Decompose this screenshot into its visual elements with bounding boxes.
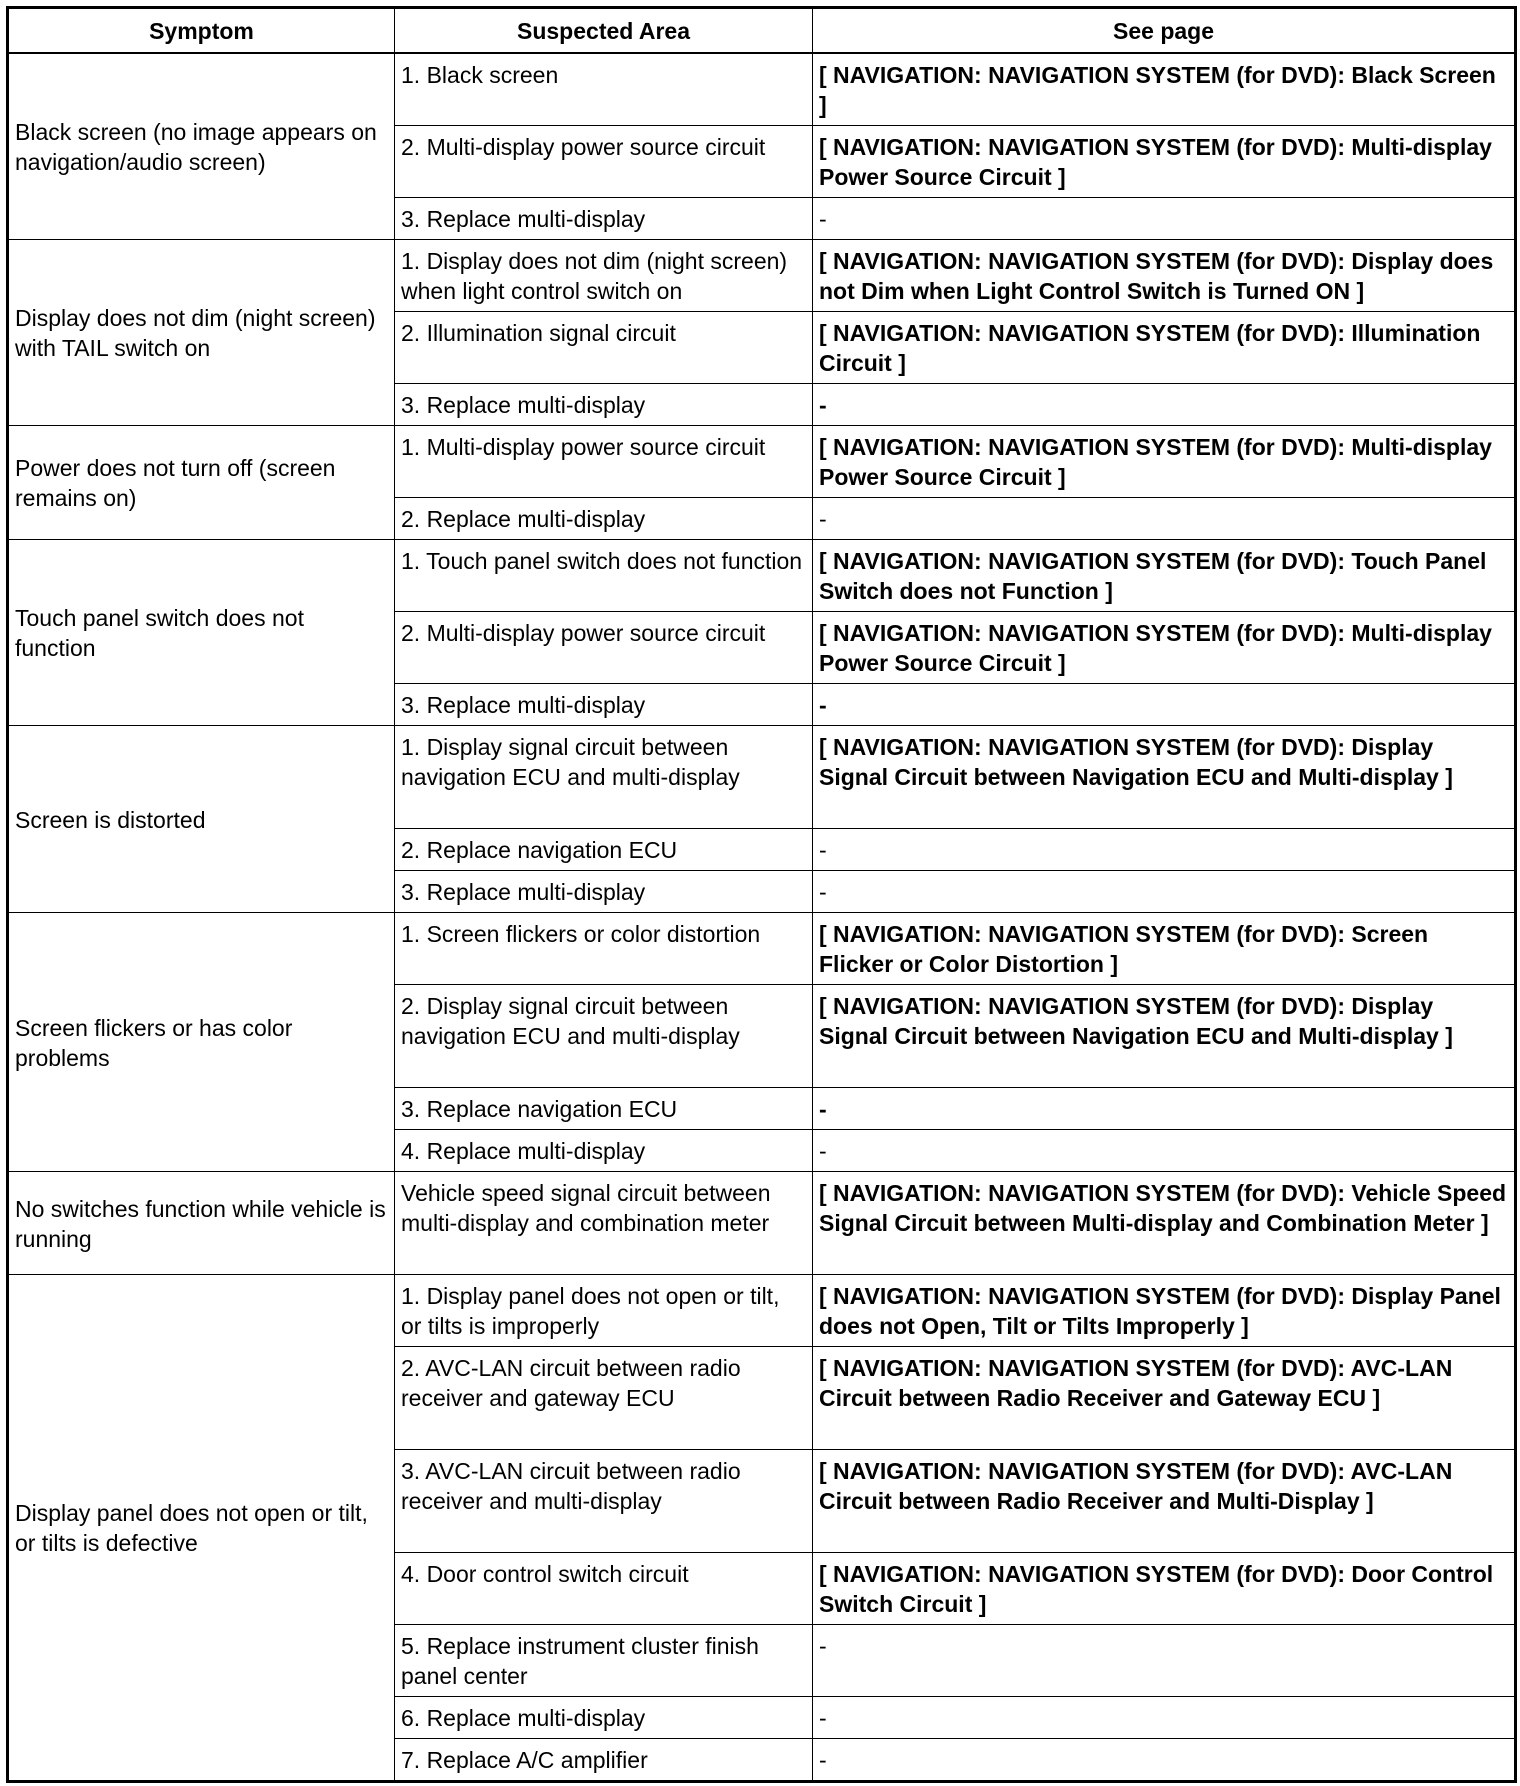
- symptom-cell: Touch panel switch does not function: [8, 540, 395, 726]
- suspected-area-cell: 3. Replace multi-display: [395, 684, 813, 726]
- suspected-area-cell: 2. Replace navigation ECU: [395, 829, 813, 871]
- table-body: [8, 53, 1516, 1782]
- see-page-cell: -: [813, 384, 1516, 426]
- see-page-cell: [ NAVIGATION: NAVIGATION SYSTEM (for DVD): Display does not Dim when Light Control Switch is Turned ON ]: [813, 240, 1516, 312]
- see-page-cell: [ NAVIGATION: NAVIGATION SYSTEM (for DVD): Vehicle Speed Signal Circuit between Multi-display and Combination Meter ]: [813, 1172, 1516, 1275]
- suspected-area-cell: 1. Black screen: [395, 53, 813, 126]
- see-page-cell: -: [813, 1088, 1516, 1130]
- suspected-area-cell: 7. Replace A/C amplifier: [395, 1739, 813, 1782]
- see-page-cell: -: [813, 498, 1516, 540]
- symptom-cell: Screen flickers or has color problems: [8, 913, 395, 1172]
- see-page-cell: [ NAVIGATION: NAVIGATION SYSTEM (for DVD): Multi-display Power Source Circuit ]: [813, 426, 1516, 498]
- suspected-area-cell: 1. Display signal circuit between navigation ECU and multi-display: [395, 726, 813, 829]
- symptom-cell: Screen is distorted: [8, 726, 395, 913]
- suspected-area-cell: 3. Replace navigation ECU: [395, 1088, 813, 1130]
- suspected-area-cell: 4. Door control switch circuit: [395, 1553, 813, 1625]
- see-page-cell: [ NAVIGATION: NAVIGATION SYSTEM (for DVD): Touch Panel Switch does not Function ]: [813, 540, 1516, 612]
- see-page-cell: -: [813, 829, 1516, 871]
- see-page-cell: -: [813, 1625, 1516, 1697]
- suspected-area-cell: 2. Multi-display power source circuit: [395, 612, 813, 684]
- suspected-area-cell: 3. Replace multi-display: [395, 198, 813, 240]
- see-page-cell: [ NAVIGATION: NAVIGATION SYSTEM (for DVD): AVC-LAN Circuit between Radio Receiver and Multi-Display ]: [813, 1450, 1516, 1553]
- header-suspected-area: Suspected Area: [395, 8, 813, 54]
- suspected-area-cell: 1. Display does not dim (night screen) when light control switch on: [395, 240, 813, 312]
- see-page-cell: -: [813, 684, 1516, 726]
- troubleshooting-table: [6, 6, 1517, 1783]
- see-page-cell: [ NAVIGATION: NAVIGATION SYSTEM (for DVD): Black Screen ]: [813, 53, 1516, 126]
- table-row: [8, 726, 1516, 829]
- suspected-area-cell: 2. Display signal circuit between navigation ECU and multi-display: [395, 985, 813, 1088]
- table-row: [8, 1275, 1516, 1347]
- suspected-area-cell: 1. Screen flickers or color distortion: [395, 913, 813, 985]
- header-symptom: Symptom: [8, 8, 395, 54]
- suspected-area-cell: 5. Replace instrument cluster finish panel center: [395, 1625, 813, 1697]
- table-row: [8, 53, 1516, 126]
- see-page-cell: [ NAVIGATION: NAVIGATION SYSTEM (for DVD): Illumination Circuit ]: [813, 312, 1516, 384]
- see-page-cell: [ NAVIGATION: NAVIGATION SYSTEM (for DVD): AVC-LAN Circuit between Radio Receiver and Gateway ECU ]: [813, 1347, 1516, 1450]
- header-see-page: See page: [813, 8, 1516, 54]
- suspected-area-cell: 3. Replace multi-display: [395, 871, 813, 913]
- see-page-cell: -: [813, 1697, 1516, 1739]
- suspected-area-cell: 1. Multi-display power source circuit: [395, 426, 813, 498]
- suspected-area-cell: 2. Replace multi-display: [395, 498, 813, 540]
- header-row: [8, 8, 1516, 54]
- see-page-cell: [ NAVIGATION: NAVIGATION SYSTEM (for DVD): Display Signal Circuit between Navigation ECU and Multi-display ]: [813, 726, 1516, 829]
- symptom-cell: Display panel does not open or tilt, or tilts is defective: [8, 1275, 395, 1782]
- table-row: [8, 426, 1516, 498]
- see-page-cell: [ NAVIGATION: NAVIGATION SYSTEM (for DVD): Multi-display Power Source Circuit ]: [813, 126, 1516, 198]
- suspected-area-cell: 1. Touch panel switch does not function: [395, 540, 813, 612]
- symptom-cell: Black screen (no image appears on navigation/audio screen): [8, 53, 395, 240]
- see-page-cell: [ NAVIGATION: NAVIGATION SYSTEM (for DVD): Multi-display Power Source Circuit ]: [813, 612, 1516, 684]
- see-page-cell: -: [813, 1130, 1516, 1172]
- symptom-cell: Display does not dim (night screen) with TAIL switch on: [8, 240, 395, 426]
- suspected-area-cell: 3. AVC-LAN circuit between radio receiver and multi-display: [395, 1450, 813, 1553]
- suspected-area-cell: 4. Replace multi-display: [395, 1130, 813, 1172]
- symptom-cell: No switches function while vehicle is running: [8, 1172, 395, 1275]
- see-page-cell: -: [813, 1739, 1516, 1782]
- suspected-area-cell: Vehicle speed signal circuit between multi-display and combination meter: [395, 1172, 813, 1275]
- table-row: [8, 913, 1516, 985]
- see-page-cell: [ NAVIGATION: NAVIGATION SYSTEM (for DVD): Door Control Switch Circuit ]: [813, 1553, 1516, 1625]
- suspected-area-cell: 6. Replace multi-display: [395, 1697, 813, 1739]
- suspected-area-cell: 3. Replace multi-display: [395, 384, 813, 426]
- table-row: [8, 240, 1516, 312]
- see-page-cell: -: [813, 871, 1516, 913]
- suspected-area-cell: 2. AVC-LAN circuit between radio receiver and gateway ECU: [395, 1347, 813, 1450]
- suspected-area-cell: 1. Display panel does not open or tilt, or tilts is improperly: [395, 1275, 813, 1347]
- table-row: [8, 1172, 1516, 1275]
- see-page-cell: [ NAVIGATION: NAVIGATION SYSTEM (for DVD): Display Panel does not Open, Tilt or Tilts Improperly ]: [813, 1275, 1516, 1347]
- suspected-area-cell: 2. Illumination signal circuit: [395, 312, 813, 384]
- see-page-cell: -: [813, 198, 1516, 240]
- table-row: [8, 540, 1516, 612]
- see-page-cell: [ NAVIGATION: NAVIGATION SYSTEM (for DVD): Screen Flicker or Color Distortion ]: [813, 913, 1516, 985]
- see-page-cell: [ NAVIGATION: NAVIGATION SYSTEM (for DVD): Display Signal Circuit between Navigation ECU and Multi-display ]: [813, 985, 1516, 1088]
- symptom-cell: Power does not turn off (screen remains on): [8, 426, 395, 540]
- suspected-area-cell: 2. Multi-display power source circuit: [395, 126, 813, 198]
